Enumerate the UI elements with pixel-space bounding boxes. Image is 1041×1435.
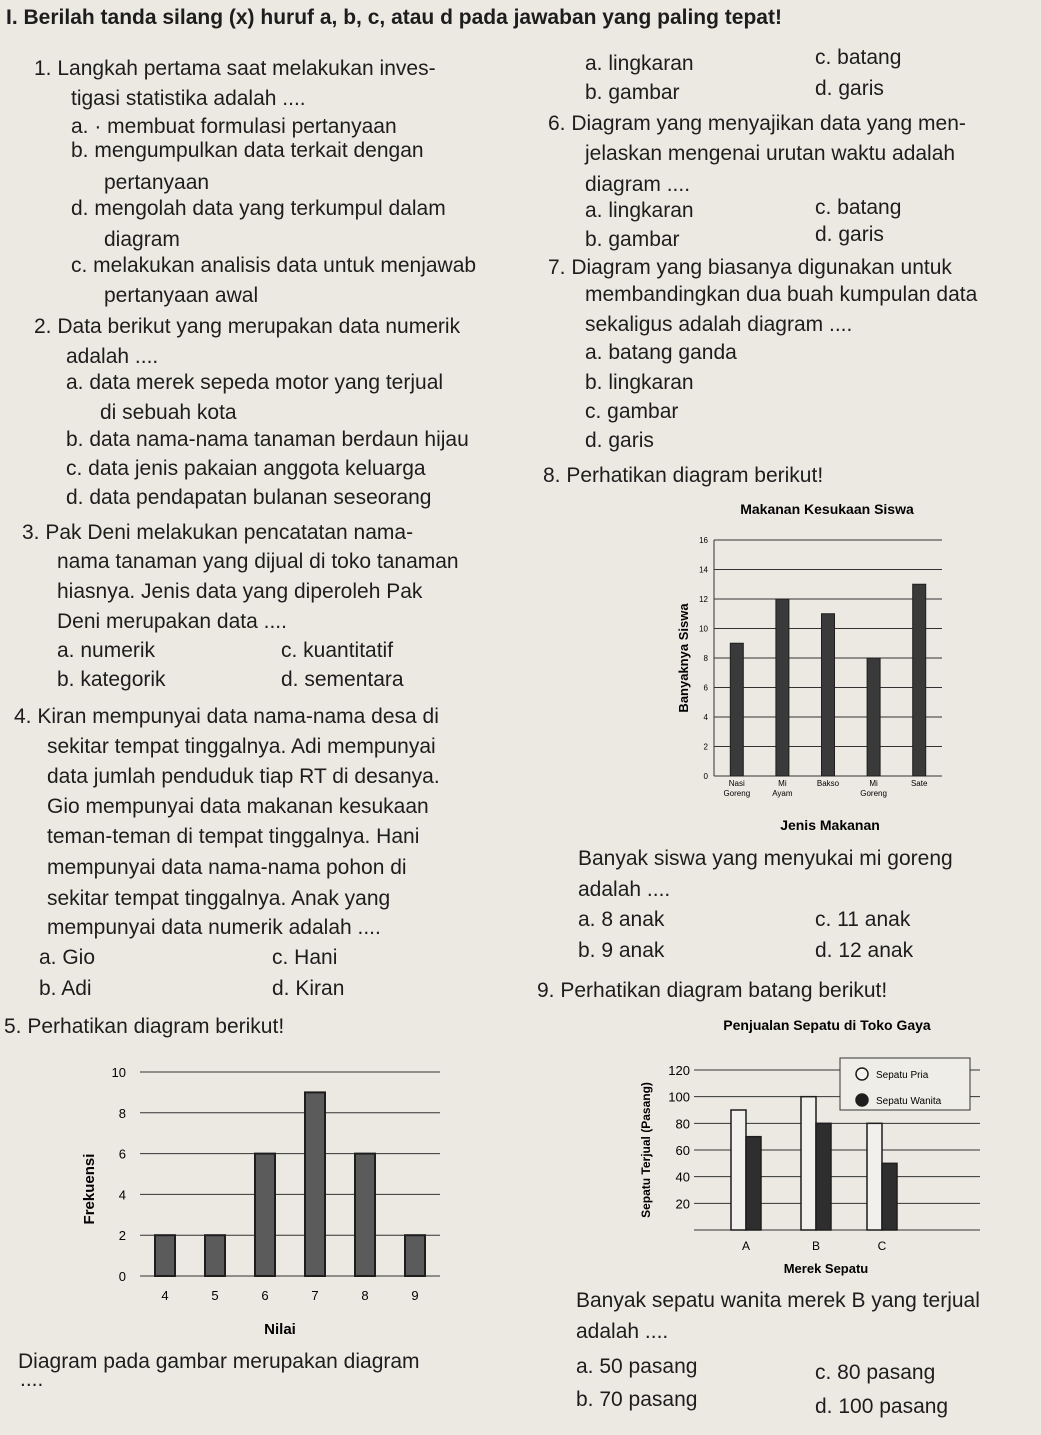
q4-stem: mempunyai data nama-nama pohon di	[47, 856, 407, 879]
bar-wanita	[882, 1163, 897, 1230]
q9-chart	[636, 1010, 981, 1282]
q8-option-b[interactable]: b. 9 anak	[578, 939, 665, 962]
y-tick-label: 14	[699, 565, 708, 575]
y-tick-label: 2	[703, 742, 708, 752]
y-tick-label: 16	[699, 536, 708, 545]
y-tick-label: 40	[675, 1169, 690, 1185]
q9-option-c[interactable]: c. 80 pasang	[815, 1361, 936, 1384]
q5-option-b[interactable]: b. gambar	[585, 81, 680, 104]
q8-stem: 8. Perhatikan diagram berikut!	[543, 464, 824, 487]
q4-stem: 4. Kiran mempunyai data nama-nama desa di	[14, 705, 439, 728]
q4-stem: Gio mempunyai data makanan kesukaan	[47, 795, 429, 818]
y-tick-label: 80	[675, 1116, 690, 1132]
q4-option-d[interactable]: d. Kiran	[272, 977, 345, 1000]
y-tick-label: 0	[118, 1269, 126, 1284]
q8-option-d[interactable]: d. 12 anak	[815, 939, 914, 962]
q7-option-c[interactable]: c. gambar	[585, 400, 679, 423]
bar	[867, 658, 880, 776]
q3-option-d[interactable]: d. sementara	[281, 668, 404, 691]
legend-label: Sepatu Wanita	[876, 1096, 942, 1107]
q8-chart	[672, 494, 972, 840]
instruction-header: I. Berilah tanda silang (x) huruf a, b, c, atau d pada jawaban yang paling tepat!	[6, 6, 782, 29]
chart-title: Penjualan Sepatu di Toko Gaya	[723, 1017, 931, 1033]
q5-chart	[60, 1050, 460, 1340]
y-tick-label: 120	[668, 1063, 690, 1078]
q9-stem: 9. Perhatikan diagram batang berikut!	[537, 979, 888, 1002]
legend-marker-wanita	[856, 1094, 868, 1106]
x-tick-label: Mi	[778, 779, 787, 788]
q2-option-d[interactable]: d. data pendapatan bulanan seseorang	[66, 486, 432, 509]
q3-option-a[interactable]: a. numerik	[57, 639, 156, 662]
bar	[776, 599, 789, 776]
chart-title: Makanan Kesukaan Siswa	[740, 501, 914, 517]
bar	[255, 1154, 275, 1276]
q8-followup: adalah ....	[578, 878, 671, 901]
q4-option-a[interactable]: a. Gio	[39, 946, 96, 969]
y-tick-label: 2	[118, 1228, 126, 1244]
x-tick-label: 4	[161, 1288, 169, 1303]
q6-option-a[interactable]: a. lingkaran	[585, 199, 694, 222]
q3-stem: hiasnya. Jenis data yang diperoleh Pak	[57, 580, 423, 603]
q4-option-b[interactable]: b. Adi	[39, 977, 92, 1000]
legend-label: Sepatu Pria	[876, 1070, 929, 1081]
q6-option-d[interactable]: d. garis	[815, 223, 884, 246]
q3-option-b[interactable]: b. kategorik	[57, 668, 166, 691]
y-tick-label: 4	[118, 1187, 126, 1203]
y-axis-label: Banyaknya Siswa	[676, 603, 691, 713]
bar-pria	[867, 1123, 882, 1230]
bar	[405, 1235, 425, 1276]
y-tick-label: 0	[703, 772, 708, 781]
x-tick-label: Goreng	[723, 789, 751, 798]
q7-stem: sekaligus adalah diagram ....	[585, 313, 853, 336]
x-axis-label: Merek Sepatu	[783, 1261, 869, 1276]
q8-option-a[interactable]: a. 8 anak	[578, 908, 665, 931]
q1-option-a[interactable]: a. · membuat formulasi pertanyaan	[71, 115, 397, 138]
y-tick-label: 10	[111, 1065, 126, 1080]
q5-option-c[interactable]: c. batang	[815, 46, 902, 69]
y-tick-label: 100	[668, 1089, 690, 1105]
bar-pria	[801, 1097, 816, 1230]
x-tick-label: Bakso	[816, 779, 840, 788]
bar	[913, 584, 926, 776]
q9-followup: Banyak sepatu wanita merek B yang terjual	[576, 1289, 980, 1312]
q6-option-c[interactable]: c. batang	[815, 196, 902, 219]
y-axis-label: Frekuensi	[81, 1153, 98, 1225]
q6-stem: diagram ....	[585, 173, 691, 196]
q4-stem: data jumlah penduduk tiap RT di desanya.	[47, 765, 440, 788]
q7-option-d[interactable]: d. garis	[585, 429, 654, 452]
bar	[305, 1092, 325, 1276]
q7-stem: membandingkan dua buah kumpulan data	[585, 283, 978, 306]
x-tick-label: 7	[311, 1288, 319, 1303]
x-tick-label: Nasi	[728, 779, 745, 788]
x-tick-label: 5	[211, 1288, 219, 1303]
q4-stem: sekitar tempat tinggalnya. Adi mempunyai	[47, 735, 436, 758]
x-tick-label: Goreng	[860, 789, 887, 798]
x-tick-label: 8	[361, 1288, 369, 1303]
q4-stem: teman-teman di tempat tinggalnya. Hani	[47, 825, 420, 848]
q7-option-a[interactable]: a. batang ganda	[585, 341, 737, 364]
legend-marker-pria	[856, 1068, 868, 1080]
bar-wanita	[816, 1123, 831, 1230]
q5-followup-dots: ....	[20, 1368, 44, 1391]
q4-option-c[interactable]: c. Hani	[272, 946, 338, 969]
q2-option-a[interactable]: a. data merek sepeda motor yang terjual	[66, 371, 444, 394]
x-tick-label: B	[811, 1239, 821, 1253]
q9-followup: adalah ....	[576, 1320, 669, 1343]
q7-stem: 7. Diagram yang biasanya digunakan untuk	[548, 256, 952, 279]
q1-option-b-cont: pertanyaan	[104, 171, 210, 194]
q5-option-a[interactable]: a. lingkaran	[585, 52, 694, 75]
q5-option-d[interactable]: d. garis	[815, 77, 884, 100]
y-tick-label: 4	[703, 713, 708, 722]
y-tick-label: 8	[118, 1105, 126, 1121]
x-axis-label: Jenis Makanan	[780, 817, 880, 833]
x-tick-label: 9	[411, 1288, 419, 1303]
bar	[822, 614, 835, 776]
y-tick-label: 8	[703, 654, 708, 663]
y-tick-label: 60	[675, 1143, 690, 1158]
q5-followup: Diagram pada gambar merupakan diagram	[18, 1350, 420, 1373]
bar-wanita	[746, 1137, 761, 1230]
bar	[205, 1235, 225, 1276]
bar	[730, 643, 743, 776]
q1-option-b[interactable]: b. mengumpulkan data terkait dengan	[71, 139, 424, 162]
q9-option-a[interactable]: a. 50 pasang	[576, 1355, 698, 1378]
y-tick-label: 10	[699, 624, 708, 634]
q3-option-c[interactable]: c. kuantitatif	[281, 639, 394, 662]
q6-option-b[interactable]: b. gambar	[585, 228, 680, 251]
q3-stem: Deni merupakan data ....	[57, 610, 287, 633]
q1-stem: tigasi statistika adalah ....	[71, 87, 306, 110]
y-axis-label: Sepatu Terjual (Pasang)	[639, 1082, 653, 1218]
q4-stem: mempunyai data numerik adalah ....	[47, 916, 381, 939]
x-tick-label: Sate	[910, 779, 928, 788]
x-tick-label: 6	[261, 1288, 269, 1303]
q4-stem: sekitar tempat tinggalnya. Anak yang	[47, 887, 391, 910]
q2-stem: 2. Data berikut yang merupakan data numerik	[34, 315, 461, 338]
q8-followup: Banyak siswa yang menyukai mi goreng	[578, 847, 953, 870]
q6-stem: 6. Diagram yang menyajikan data yang men-	[548, 112, 966, 135]
q2-option-b[interactable]: b. data nama-nama tanaman berdaun hijau	[66, 428, 469, 451]
bar-pria	[731, 1110, 746, 1230]
y-tick-label: 12	[699, 595, 708, 604]
x-tick-label: A	[741, 1239, 751, 1253]
x-axis-label: Nilai	[264, 1321, 296, 1338]
q2-option-a-cont: di sebuah kota	[100, 401, 237, 424]
q3-stem: nama tanaman yang dijual di toko tanaman	[57, 550, 459, 573]
q2-stem: adalah ....	[66, 345, 159, 368]
q6-stem: jelaskan mengenai urutan waktu adalah	[585, 142, 956, 165]
q1-option-d[interactable]: d. mengolah data yang terkumpul dalam	[71, 197, 446, 220]
y-tick-label: 6	[118, 1146, 126, 1162]
y-tick-label: 6	[703, 683, 708, 693]
q8-option-c[interactable]: c. 11 anak	[815, 908, 911, 931]
q9-option-d[interactable]: d. 100 pasang	[815, 1395, 949, 1418]
q3-stem: 3. Pak Deni melakukan pencatatan nama-	[22, 521, 414, 544]
bar	[355, 1154, 375, 1276]
q7-option-b[interactable]: b. lingkaran	[585, 371, 694, 394]
q1-option-c[interactable]: c. melakukan analisis data untuk menjawab	[71, 254, 477, 277]
bar	[155, 1235, 175, 1276]
x-tick-label: Mi	[869, 779, 878, 788]
q9-option-b[interactable]: b. 70 pasang	[576, 1388, 698, 1411]
x-tick-label: C	[877, 1239, 887, 1253]
q1-option-c-cont: pertanyaan awal	[104, 284, 259, 307]
q5-stem: 5. Perhatikan diagram berikut!	[4, 1015, 285, 1038]
y-tick-label: 20	[675, 1196, 690, 1212]
q1-stem: 1. Langkah pertama saat melakukan inves-	[34, 57, 436, 80]
x-tick-label: Ayam	[772, 789, 793, 798]
q2-option-c[interactable]: c. data jenis pakaian anggota keluarga	[66, 457, 426, 480]
q1-option-d-cont: diagram	[104, 228, 180, 251]
